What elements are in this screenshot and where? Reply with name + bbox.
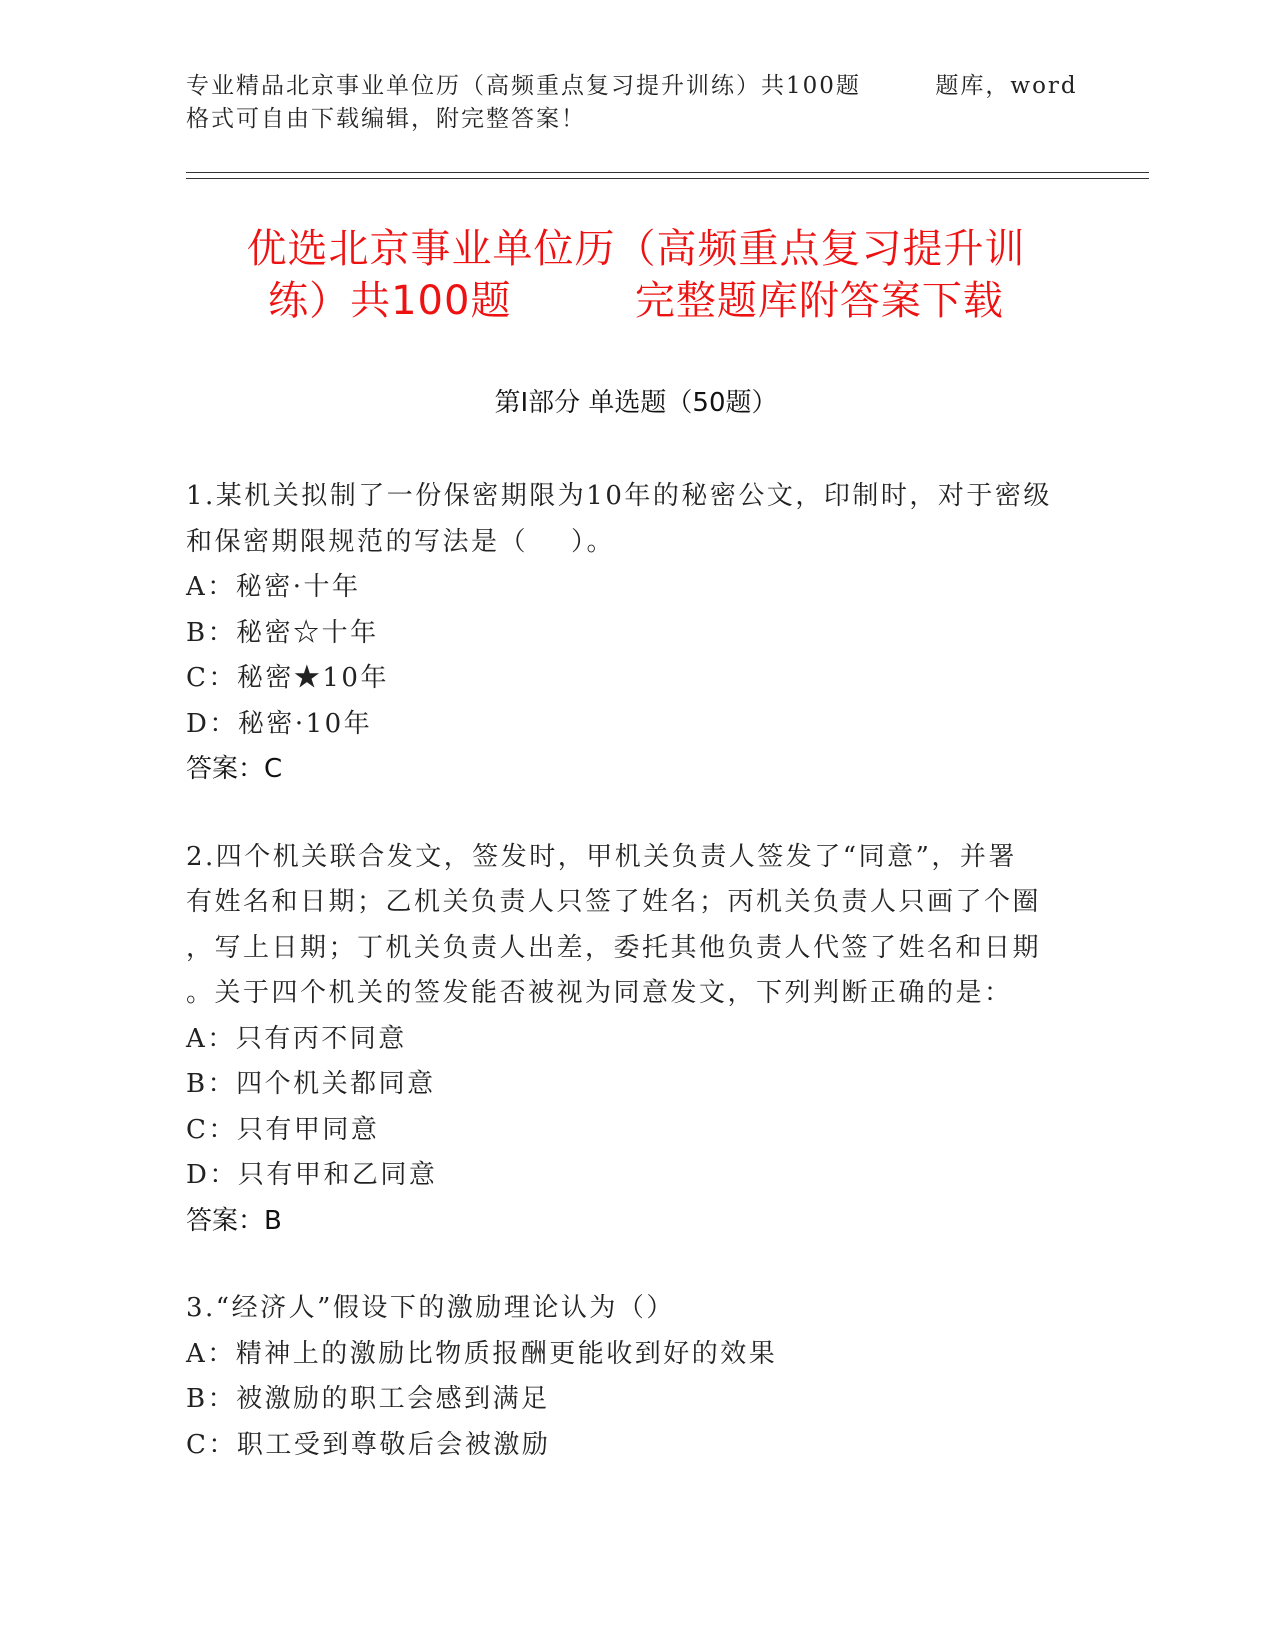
stem-line: 1.某机关拟制了一份保密期限为10年的秘密公文，印制时，对于密级: [186, 481, 1052, 511]
option-d: D：只有甲和乙同意: [186, 1160, 438, 1190]
title-line-2: 练）共100题 完整题库附答案下载: [268, 278, 1004, 324]
stem-line: ，写上日期；丁机关负责人出差，委托其他负责人代签了姓名和日期: [186, 932, 1042, 963]
section-heading: 第Ⅰ部分 单选题（50题）: [494, 388, 778, 418]
title-line-1: 优选北京事业单位历（高频重点复习提升训: [246, 226, 1026, 272]
question-stem: [186, 474, 1076, 565]
header-rule-bottom: [186, 178, 1149, 179]
option-b: B：秘密☆十年: [186, 617, 379, 648]
header-line-1: 专业精品北京事业单位历（高频重点复习提升训练）共100题 题库，word: [186, 73, 1078, 99]
question-stem: [186, 835, 1076, 1017]
answer-label: 答案：C: [186, 754, 283, 784]
stem-line: 和保密期限规范的写法是（ ）。: [186, 526, 616, 557]
option-c: C：秘密★10年: [186, 663, 389, 693]
stem-line: 3.“经济人”假设下的激励理论认为（）: [186, 1293, 675, 1323]
question-3: [186, 1286, 1076, 1468]
option-a: A：只有丙不同意: [186, 1023, 407, 1054]
option-a: A：秘密·十年: [186, 572, 361, 602]
option-c: C：职工受到尊敬后会被激励: [186, 1429, 551, 1460]
stem-line: 。关于四个机关的签发能否被视为同意发文，下列判断正确的是：: [186, 978, 1013, 1008]
question-2: [186, 835, 1076, 1245]
option-c: C：只有甲同意: [186, 1114, 380, 1145]
answer-label: 答案：B: [186, 1205, 282, 1236]
question-list: [186, 474, 1076, 1510]
stem-line: 2.四个机关联合发文，签发时，甲机关负责人签发了“同意”，并署: [186, 841, 1017, 872]
document-title: [186, 223, 1086, 327]
header-rule-top: [186, 172, 1149, 173]
option-b: B：被激励的职工会感到满足: [186, 1384, 550, 1414]
question-1: [186, 474, 1076, 793]
option-b: B：四个机关都同意: [186, 1069, 436, 1099]
page-header: [186, 70, 1078, 136]
option-d: D：秘密·10年: [186, 708, 373, 739]
question-stem: [186, 1286, 1076, 1332]
option-a: A：精神上的激励比物质报酬更能收到好的效果: [186, 1338, 778, 1369]
header-line-2: 格式可自由下载编辑，附完整答案！: [186, 106, 586, 132]
stem-line: 有姓名和日期；乙机关负责人只签了姓名；丙机关负责人只画了个圈: [186, 887, 1042, 917]
